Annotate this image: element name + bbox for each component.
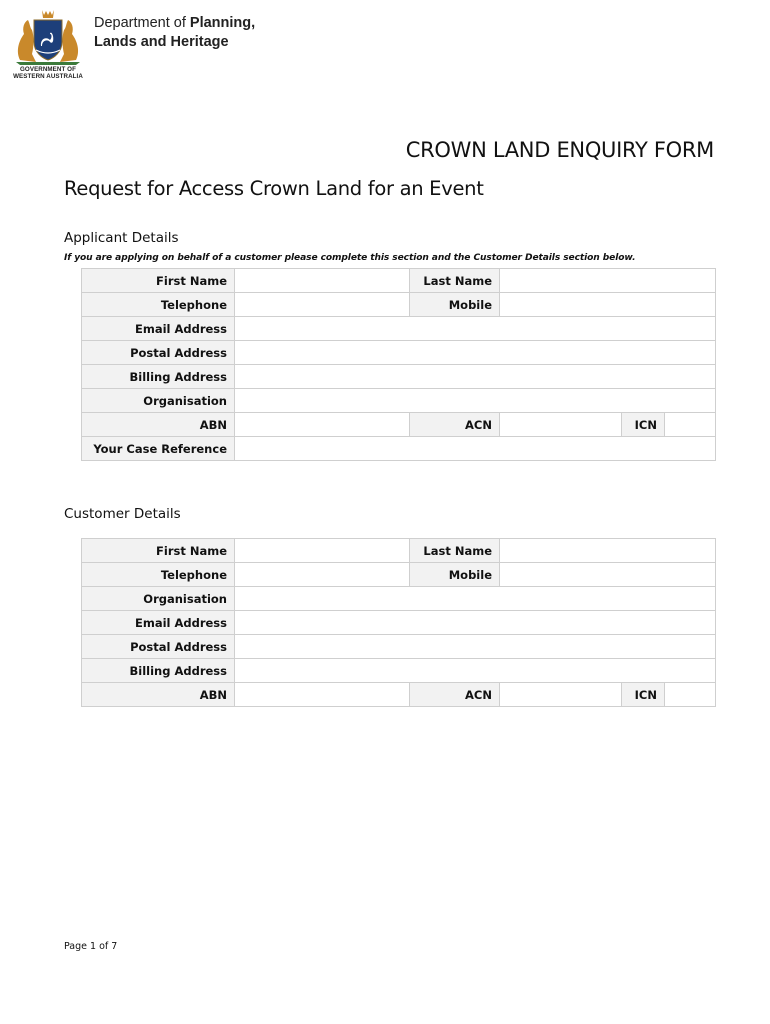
customer-telephone-label: Telephone: [82, 563, 235, 587]
form-title: CROWN LAND ENQUIRY FORM: [405, 138, 714, 162]
table-row: [82, 587, 716, 611]
customer-organisation-input[interactable]: [242, 589, 708, 609]
applicant-organisation-cell: [235, 389, 716, 413]
table-row: [82, 437, 716, 461]
customer-first-name-cell: [235, 539, 410, 563]
customer-postal-label: Postal Address: [82, 635, 235, 659]
applicant-abn-input[interactable]: [242, 415, 402, 435]
applicant-case-reference-label: Your Case Reference: [82, 437, 235, 461]
wa-coat-of-arms-icon: [6, 6, 90, 66]
applicant-last-name-cell: [500, 269, 716, 293]
table-row: [82, 269, 716, 293]
customer-abn-input[interactable]: [242, 685, 402, 705]
applicant-first-name-input[interactable]: [242, 271, 402, 291]
table-row: [82, 683, 716, 707]
table-row: [82, 539, 716, 563]
customer-acn-input[interactable]: [507, 685, 614, 705]
form-subtitle: Request for Access Crown Land for an Event: [64, 177, 484, 200]
customer-billing-cell: [235, 659, 716, 683]
applicant-acn-cell: [500, 413, 622, 437]
customer-mobile-input[interactable]: [507, 565, 708, 585]
applicant-telephone-input[interactable]: [242, 295, 402, 315]
applicant-table: [81, 268, 716, 461]
customer-mobile-cell: [500, 563, 716, 587]
customer-mobile-label: Mobile: [410, 563, 500, 587]
applicant-last-name-input[interactable]: [507, 271, 708, 291]
customer-email-cell: [235, 611, 716, 635]
government-line-2: WESTERN AUSTRALIA: [13, 73, 83, 80]
applicant-case-reference-cell: [235, 437, 716, 461]
applicant-email-label: Email Address: [82, 317, 235, 341]
customer-acn-cell: [500, 683, 622, 707]
applicant-acn-label: ACN: [410, 413, 500, 437]
applicant-abn-label: ABN: [82, 413, 235, 437]
department-line2: Lands and Heritage: [94, 34, 229, 50]
applicant-mobile-cell: [500, 293, 716, 317]
table-row: [82, 293, 716, 317]
applicant-case-reference-input[interactable]: [242, 439, 708, 459]
applicant-first-name-label: First Name: [82, 269, 235, 293]
applicant-abn-cell: [235, 413, 410, 437]
applicant-telephone-label: Telephone: [82, 293, 235, 317]
table-row: [82, 611, 716, 635]
customer-email-label: Email Address: [82, 611, 235, 635]
table-row: [82, 389, 716, 413]
department-bold: Planning,: [189, 15, 256, 31]
customer-postal-input[interactable]: [242, 637, 708, 657]
applicant-billing-label: Billing Address: [82, 365, 235, 389]
table-row: [82, 563, 716, 587]
customer-last-name-input[interactable]: [507, 541, 708, 561]
applicant-organisation-input[interactable]: [242, 391, 708, 411]
applicant-heading: Applicant Details: [64, 230, 179, 246]
applicant-billing-input[interactable]: [242, 367, 708, 387]
table-row: [82, 659, 716, 683]
page-number: Page 1 of 7: [64, 941, 118, 952]
customer-billing-label: Billing Address: [82, 659, 235, 683]
government-line-1: GOVERNMENT OF: [20, 66, 76, 73]
applicant-billing-cell: [235, 365, 716, 389]
applicant-email-cell: [235, 317, 716, 341]
applicant-mobile-input[interactable]: [507, 295, 708, 315]
customer-last-name-cell: [500, 539, 716, 563]
customer-heading: Customer Details: [64, 506, 181, 522]
customer-first-name-label: First Name: [82, 539, 235, 563]
customer-icn-input[interactable]: [672, 685, 708, 705]
applicant-acn-input[interactable]: [507, 415, 614, 435]
table-row: [82, 413, 716, 437]
applicant-last-name-label: Last Name: [410, 269, 500, 293]
applicant-note: If you are applying on behalf of a customer please complete this section and the Customer Details section below.: [64, 253, 636, 263]
customer-icn-label: ICN: [622, 683, 665, 707]
customer-organisation-label: Organisation: [82, 587, 235, 611]
table-row: [82, 635, 716, 659]
applicant-telephone-cell: [235, 293, 410, 317]
department-prefix: Department of: [94, 15, 190, 31]
customer-first-name-input[interactable]: [242, 541, 402, 561]
applicant-mobile-label: Mobile: [410, 293, 500, 317]
applicant-icn-input[interactable]: [672, 415, 708, 435]
applicant-postal-cell: [235, 341, 716, 365]
customer-acn-label: ACN: [410, 683, 500, 707]
customer-last-name-label: Last Name: [410, 539, 500, 563]
applicant-first-name-cell: [235, 269, 410, 293]
customer-abn-cell: [235, 683, 410, 707]
customer-billing-input[interactable]: [242, 661, 708, 681]
applicant-postal-label: Postal Address: [82, 341, 235, 365]
customer-email-input[interactable]: [242, 613, 708, 633]
customer-icn-cell: [665, 683, 716, 707]
applicant-email-input[interactable]: [242, 319, 708, 339]
department-name: [94, 14, 255, 52]
table-row: [82, 341, 716, 365]
applicant-organisation-label: Organisation: [82, 389, 235, 413]
government-logo: [6, 6, 90, 80]
applicant-icn-cell: [665, 413, 716, 437]
customer-table: [81, 538, 716, 707]
applicant-postal-input[interactable]: [242, 343, 708, 363]
customer-postal-cell: [235, 635, 716, 659]
customer-telephone-input[interactable]: [242, 565, 402, 585]
table-row: [82, 317, 716, 341]
customer-organisation-cell: [235, 587, 716, 611]
applicant-icn-label: ICN: [622, 413, 665, 437]
customer-abn-label: ABN: [82, 683, 235, 707]
table-row: [82, 365, 716, 389]
customer-telephone-cell: [235, 563, 410, 587]
